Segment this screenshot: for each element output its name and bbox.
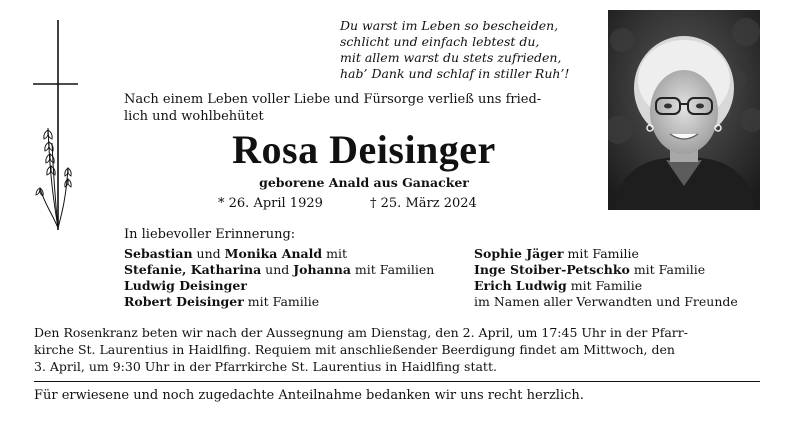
mourner-name: Erich Ludwig bbox=[474, 278, 567, 293]
divider bbox=[34, 381, 760, 382]
poem-line: Du warst im Leben so bescheiden, bbox=[340, 18, 559, 33]
mourner-text: mit Familie bbox=[563, 246, 639, 261]
poem-line: schlicht und einfach lebtest du, bbox=[340, 34, 540, 49]
birth-date: * 26. April 1929 bbox=[218, 196, 323, 211]
birth-name: geborene Anald aus Ganacker bbox=[259, 175, 469, 190]
intro-line: Nach einem Leben voller Liebe und Fürsorge verließ uns fried- bbox=[124, 92, 542, 107]
mourner-text: und bbox=[192, 246, 225, 261]
portrait-photo bbox=[608, 10, 760, 210]
mourner-line bbox=[474, 262, 774, 278]
mourner-name: Monika Anald bbox=[224, 246, 323, 261]
mourner-line bbox=[124, 278, 464, 294]
mourner-name: Inge Stoiber-Petschko bbox=[474, 262, 630, 277]
mourner-line bbox=[474, 278, 774, 294]
mourner-name: Stefanie, Katharina bbox=[124, 262, 262, 277]
mourner-name: Sophie Jäger bbox=[474, 246, 564, 261]
deceased-name: Rosa Deisinger bbox=[232, 127, 496, 172]
mourner-name: Johanna bbox=[293, 262, 351, 277]
intro-text bbox=[124, 91, 594, 125]
intro-line: lich und wohlbehütet bbox=[124, 109, 264, 124]
mourner-text: mit bbox=[322, 246, 347, 261]
service-line: Den Rosenkranz beten wir nach der Aussegnung am Dienstag, den 2. April, um 17:45 Uhr in der Pfarr- bbox=[34, 325, 688, 340]
mourners-heading: In liebevoller Erinnerung: bbox=[124, 227, 296, 242]
poem-line: mit allem warst du stets zufrieden, bbox=[340, 50, 562, 65]
mourners-list-left bbox=[124, 246, 464, 310]
thanks-text: Für erwiesene und noch zugedachte Anteilnahme bedanken wir uns recht herzlich. bbox=[34, 388, 584, 403]
mourner-line bbox=[124, 246, 464, 262]
service-line: kirche St. Laurentius in Haidlfing. Requiem mit anschließender Beerdigung findet am Mittwoch, den bbox=[34, 342, 675, 357]
mourner-text: mit Familien bbox=[350, 262, 435, 277]
mourner-line bbox=[124, 262, 464, 278]
mourner-name: Robert Deisinger bbox=[124, 294, 244, 309]
mourner-text: und bbox=[261, 262, 294, 277]
service-info bbox=[34, 324, 764, 375]
mourner-name: Sebastian bbox=[124, 246, 193, 261]
mourner-name: Ludwig Deisinger bbox=[124, 278, 247, 293]
mourner-line bbox=[124, 294, 464, 310]
poem-verse bbox=[340, 18, 600, 82]
mourner-text: mit Familie bbox=[243, 294, 320, 309]
death-date: † 25. März 2024 bbox=[370, 196, 477, 211]
mourner-text: im Namen aller Verwandten und Freunde bbox=[474, 294, 738, 309]
mourner-text: mit Familie bbox=[566, 278, 643, 293]
mourners-list-right bbox=[474, 246, 774, 310]
mourner-line bbox=[474, 246, 774, 262]
mourner-line bbox=[474, 294, 774, 310]
mourner-text: mit Familie bbox=[629, 262, 706, 277]
cross-with-wheat-icon bbox=[28, 18, 78, 233]
poem-line: hab’ Dank und schlaf in stiller Ruh’! bbox=[340, 66, 570, 81]
service-line: 3. April, um 9:30 Uhr in der Pfarrkirche St. Laurentius in Haidlfing statt. bbox=[34, 359, 497, 374]
